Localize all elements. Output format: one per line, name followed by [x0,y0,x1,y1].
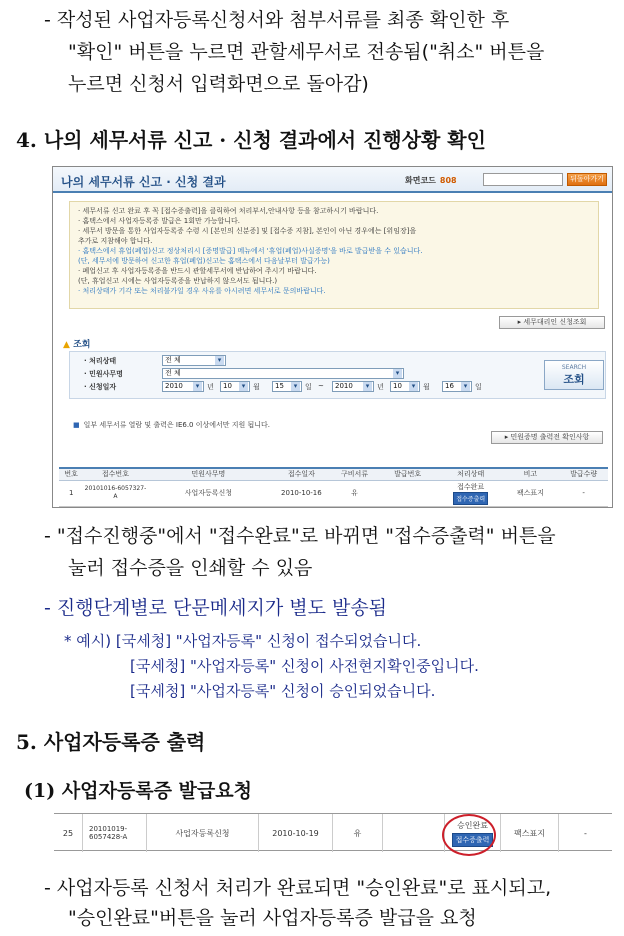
notice-line: (단, 휴업신고 시에는 사업자등록증을 반납하지 않으셔도 됩니다.) [78,277,278,285]
cell-qty: - [559,480,608,506]
screenshot-title: 나의 세무서류 신고 · 신청 결과 [61,175,226,189]
col-header: 민원사무명 [148,468,270,480]
cell-note: 팩스표지 [500,814,558,852]
notice-line: · 처리상태가 기각 또는 처리불가일 경우 사유를 아시려면 세무서로 문의바랍니다. [78,287,326,295]
table-row [59,480,608,506]
office-label: · 민원사무명 [84,370,123,378]
print-receipt-button[interactable]: 접수증출력 [453,492,488,505]
unit-day: 일 [475,383,482,391]
results-table [59,467,608,507]
from-year-select[interactable]: 2010 ▾ [162,381,204,392]
search-title: ▲ 조회 [63,340,91,350]
to-month-select[interactable]: 10 ▾ [390,381,420,392]
approved-row [54,813,612,851]
final-line-1: - 사업자등록 신청서 처리가 완료되면 "승인완료"로 표시되고, [44,877,552,899]
status-text: 접수완료 [457,482,485,491]
cell-receipt-no: 20101019-6057428-A [82,814,146,852]
screen-code-label: 화면코드 808 [405,176,457,185]
highlight-circle [442,814,496,856]
approve-status-text: 승인완료 [457,820,488,830]
col-header: 비고 [502,468,560,480]
back-button[interactable]: 뒤돌아가기 [567,173,607,186]
cell-no: 1 [59,480,83,506]
to-year-select[interactable]: 2010 ▾ [332,381,374,392]
col-header: 발급수량 [559,468,608,480]
section-5-1-heading: (1) 사업자등록증 발급요청 [24,780,252,802]
cell-issue-no [382,814,444,852]
cell-date: 2010-10-16 [269,480,333,506]
cell-status [440,480,502,506]
screen-code-input[interactable] [483,173,563,186]
print-receipt-button[interactable]: 접수증출력 [452,833,494,847]
col-header: 발급번호 [376,468,440,480]
example-line-2: [국세청] "사업자등록" 신청이 사전현지확인중입니다. [130,657,479,675]
unit-day: 일 [305,383,312,391]
hometax-result-screenshot [52,166,613,508]
unit-month: 월 [423,383,430,391]
cell-issue-no [376,480,440,506]
screen-code: 808 [439,176,457,185]
cell-name: 사업자등록신청 [146,814,258,852]
notice-box [69,201,599,309]
unit-year: 년 [377,383,384,391]
status-label: · 처리상태 [84,357,117,365]
from-day-select[interactable]: 15 ▾ [272,381,302,392]
notice-line: 추가로 지참해야 합니다. [78,237,153,245]
ie-support-note: ■ 일부 세무서류 열람 및 출력은 IE6.0 이상에서만 지원 됩니다. [73,420,270,430]
notice-line: · 세무서류 신고 완료 후 꼭 [접수증출력]을 클릭하여 처리부서,안내사항 등을 참고하시기 바랍니다. [78,207,379,215]
cell-date: 2010-10-19 [258,814,332,852]
from-month-select[interactable]: 10 ▾ [220,381,250,392]
example-line-3: [국세청] "사업자등록" 신청이 승인되었습니다. [130,682,436,700]
cell-docs: 유 [333,480,375,506]
search-button-en: SEARCH [561,364,587,371]
cell-note: 팩스표지 [502,480,560,506]
bullet-1-line-2: 눌러 접수증을 인쇄할 수 있음 [68,557,313,579]
tax-agent-lookup-button[interactable]: ▸ 세무대리인 신청조회 [499,316,605,329]
bullet-2: - 진행단계별로 단문메세지가 별도 발송됨 [44,597,388,619]
section-5-heading: 5. 사업자등록증 출력 [16,730,206,754]
search-button[interactable] [544,360,604,390]
col-header: 처리상태 [440,468,502,480]
intro-line-3: 누르면 신청서 입력화면으로 돌아감) [68,73,369,95]
notice-line: · 홈택스에서 사업자등록증 발급은 1회만 가능합니다. [78,217,241,225]
notice-line: · 세무서 방문을 통한 사업자등록증 수령 시 [본인의 신분증] 및 [접수증 지참], 본인이 아닌 경우에는 [위임장]을 [78,227,417,235]
intro-line-1: - 작성된 사업자등록신청서와 첨부서류를 최종 확인한 후 [44,9,510,31]
col-header: 구비서류 [333,468,375,480]
section-4-heading: 4. 나의 세무서류 신고 · 신청 결과에서 진행상황 확인 [16,128,486,152]
cell-receipt-no: 20101016-6057327-A [83,480,147,506]
col-header: 접수일자 [269,468,333,480]
cell-no: 25 [62,828,74,838]
status-select[interactable]: 전 체 ▾ [162,355,226,366]
certificate-check-button[interactable]: ▸ 민원증명 출력전 확인사항 [491,431,603,444]
cell-docs: 유 [332,814,382,852]
search-panel [69,351,606,399]
to-day-select[interactable]: 16 ▾ [442,381,472,392]
cell-name: 사업자등록신청 [148,480,270,506]
search-button-ko: 조회 [563,373,585,386]
notice-line: · 홈택스에서 휴업(폐업)신고 정상처리시 [증명발급] 메뉴에서 '휴업(폐업)사실증명'을 바로 발급받을 수 있습니다. [78,247,423,255]
col-header: 번호 [59,468,83,480]
final-line-2: "승인완료"버튼을 눌러 사업자등록증 발급을 요청 [68,907,477,929]
bullet-1-line-1: - "접수진행중"에서 "접수완료"로 바뀌면 "접수증출력" 버튼을 [44,525,556,547]
unit-month: 월 [253,383,260,391]
notice-line: (단, 세무서에 방문하여 신고한 휴업(폐업)신고는 홈택스에서 다음날부터 발급가능) [78,257,330,265]
office-select[interactable]: 전 체 ▾ [162,368,404,379]
col-header: 접수번호 [83,468,147,480]
example-line-1: * 예시) [국세청] "사업자등록" 신청이 접수되었습니다. [64,632,422,650]
notice-line: · 폐업신고 후 사업자등록증을 반드시 관할세무서에 반납하여 주시기 바랍니다. [78,267,317,275]
date-tilde: ~ [318,382,324,390]
cell-qty: - [558,814,612,852]
search-icon: ▲ [63,340,70,350]
screenshot-title-bar [53,167,612,193]
date-label: · 신청일자 [84,383,117,391]
intro-line-2: "확인" 버튼을 누르면 관할세무서로 전송됨("취소" 버튼을 [68,41,545,63]
unit-year: 년 [207,383,214,391]
